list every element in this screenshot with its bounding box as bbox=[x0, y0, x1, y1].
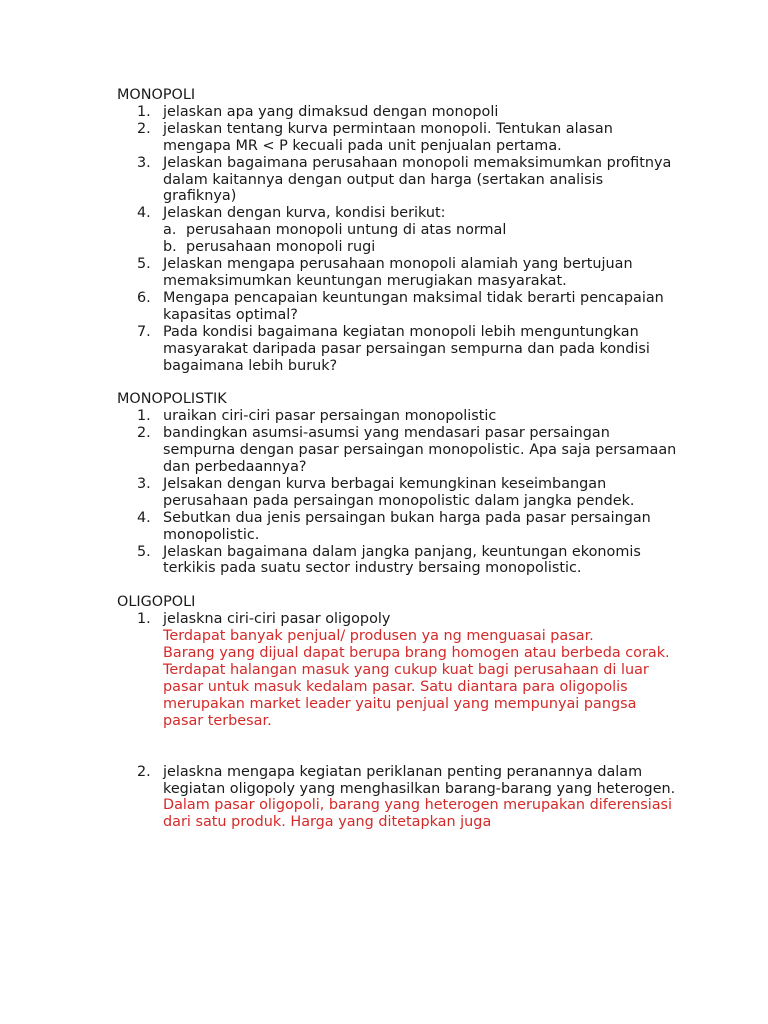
list-spacer bbox=[117, 730, 677, 764]
section-title-monopoli: MONOPOLI bbox=[117, 87, 196, 103]
question-number: 2. bbox=[137, 763, 151, 780]
oligopoli-question-list bbox=[117, 611, 677, 831]
list-item bbox=[117, 544, 677, 578]
list-item bbox=[117, 510, 677, 544]
question-number: 5. bbox=[137, 256, 151, 273]
question-text: Jelaskan bagaimana dalam jangka panjang, keuntungan ekonomis terkikis pada suatu sector industry bersaing monopolistic. bbox=[163, 543, 641, 577]
section-title-monopolistik: MONOPOLISTIK bbox=[117, 391, 227, 408]
monopolistik-question-list bbox=[117, 408, 677, 577]
list-item bbox=[117, 104, 677, 121]
question-number: 3. bbox=[137, 475, 151, 492]
question-text: Sebutkan dua jenis persaingan bukan harga pada pasar persaingan monopolistic. bbox=[163, 509, 651, 543]
question-text: Jelaskan dengan kurva, kondisi berikut: bbox=[163, 205, 446, 222]
question-text: bandingkan asumsi-asumsi yang mendasari pasar persaingan sempurna dengan pasar persaingan monopolistic. Apa saja persamaan dan perbedaannya? bbox=[163, 425, 677, 476]
question-number: 1. bbox=[137, 611, 151, 628]
question-text: Mengapa pencapaian keuntungan maksimal tidak berarti pencapaian kapasitas optimal? bbox=[163, 289, 664, 323]
question-text: Jelaskan bagaimana perusahaan monopoli memaksimumkan profitnya dalam kaitannya dengan output dan harga (sertakan analisis grafiknya) bbox=[163, 154, 672, 205]
question-number: 7. bbox=[137, 323, 151, 340]
question-text: jelaskan tentang kurva permintaan monopoli. Tentukan alasan mengapa MR < P kecuali pada unit penjualan pertama. bbox=[163, 120, 613, 154]
question-number: 4. bbox=[137, 509, 151, 526]
list-item bbox=[117, 764, 677, 832]
section-spacer bbox=[117, 577, 677, 594]
question-number: 4. bbox=[137, 205, 151, 222]
question-number: 5. bbox=[137, 543, 151, 560]
list-item bbox=[117, 611, 677, 729]
question-text: Pada kondisi bagaimana kegiatan monopoli lebih menguntungkan masyarakat daripada pasar persaingan sempurna dan pada kondisi bagaimana lebih buruk? bbox=[163, 323, 650, 374]
question-number: 2. bbox=[137, 120, 151, 137]
question-number: 3. bbox=[137, 154, 151, 171]
list-item bbox=[117, 205, 677, 256]
question-number: 2. bbox=[137, 425, 151, 442]
list-item bbox=[117, 476, 677, 510]
question-number: 6. bbox=[137, 289, 151, 306]
answer-text: Terdapat halangan masuk yang cukup kuat bagi perusahaan di luar pasar untuk masuk kedalam pasar. Satu diantara para oligopolis merupakan market leader yaitu penjual yang mempunyai pangsa pasar terbesar. bbox=[163, 662, 649, 729]
list-item bbox=[117, 425, 677, 476]
answer-text: Barang yang dijual dapat berupa brang homogen atau berbeda corak. bbox=[163, 645, 670, 662]
sub-list-item bbox=[163, 239, 677, 256]
sub-question-text: perusahaan monopoli rugi bbox=[186, 239, 376, 256]
sub-question-list bbox=[163, 222, 677, 256]
question-text: uraikan ciri-ciri pasar persaingan monopolistic bbox=[163, 408, 497, 425]
section-spacer bbox=[117, 374, 677, 391]
document-content bbox=[117, 87, 677, 831]
list-item bbox=[117, 256, 677, 290]
question-text: Jelaskan mengapa perusahaan monopoli alamiah yang bertujuan memaksimumkan keuntungan merugiakan masyarakat. bbox=[163, 256, 633, 289]
sub-list-item bbox=[163, 222, 677, 239]
question-text: Jelsakan dengan kurva berbagai kemungkinan keseimbangan perusahaan pada persaingan monopolistic dalam jangka pendek. bbox=[163, 475, 635, 509]
question-text: jelaskna mengapa kegiatan periklanan penting peranannya dalam kegiatan oligopoly yang menghasilkan barang-barang yang heterogen. bbox=[163, 763, 676, 797]
sub-question-label: b. bbox=[163, 239, 177, 256]
question-number: 1. bbox=[137, 103, 151, 120]
answer-text: Terdapat banyak penjual/ produsen ya ng menguasai pasar. bbox=[163, 628, 594, 645]
section-title-oligopoli: OLIGOPOLI bbox=[117, 594, 196, 611]
question-text: jelaskan apa yang dimaksud dengan monopoli bbox=[163, 103, 499, 120]
list-item bbox=[117, 290, 677, 324]
question-text: jelaskna ciri-ciri pasar oligopoly bbox=[163, 611, 391, 628]
monopoli-question-list bbox=[117, 104, 677, 375]
answer-text: Dalam pasar oligopoli, barang yang heterogen merupakan diferensiasi dari satu produk. Harga yang ditetapkan juga bbox=[163, 797, 673, 831]
list-item bbox=[117, 324, 677, 375]
list-item bbox=[117, 155, 677, 206]
sub-question-text: perusahaan monopoli untung di atas normal bbox=[186, 222, 507, 239]
sub-question-label: a. bbox=[163, 222, 177, 239]
list-item bbox=[117, 408, 677, 425]
question-number: 1. bbox=[137, 408, 151, 425]
list-item bbox=[117, 121, 677, 155]
